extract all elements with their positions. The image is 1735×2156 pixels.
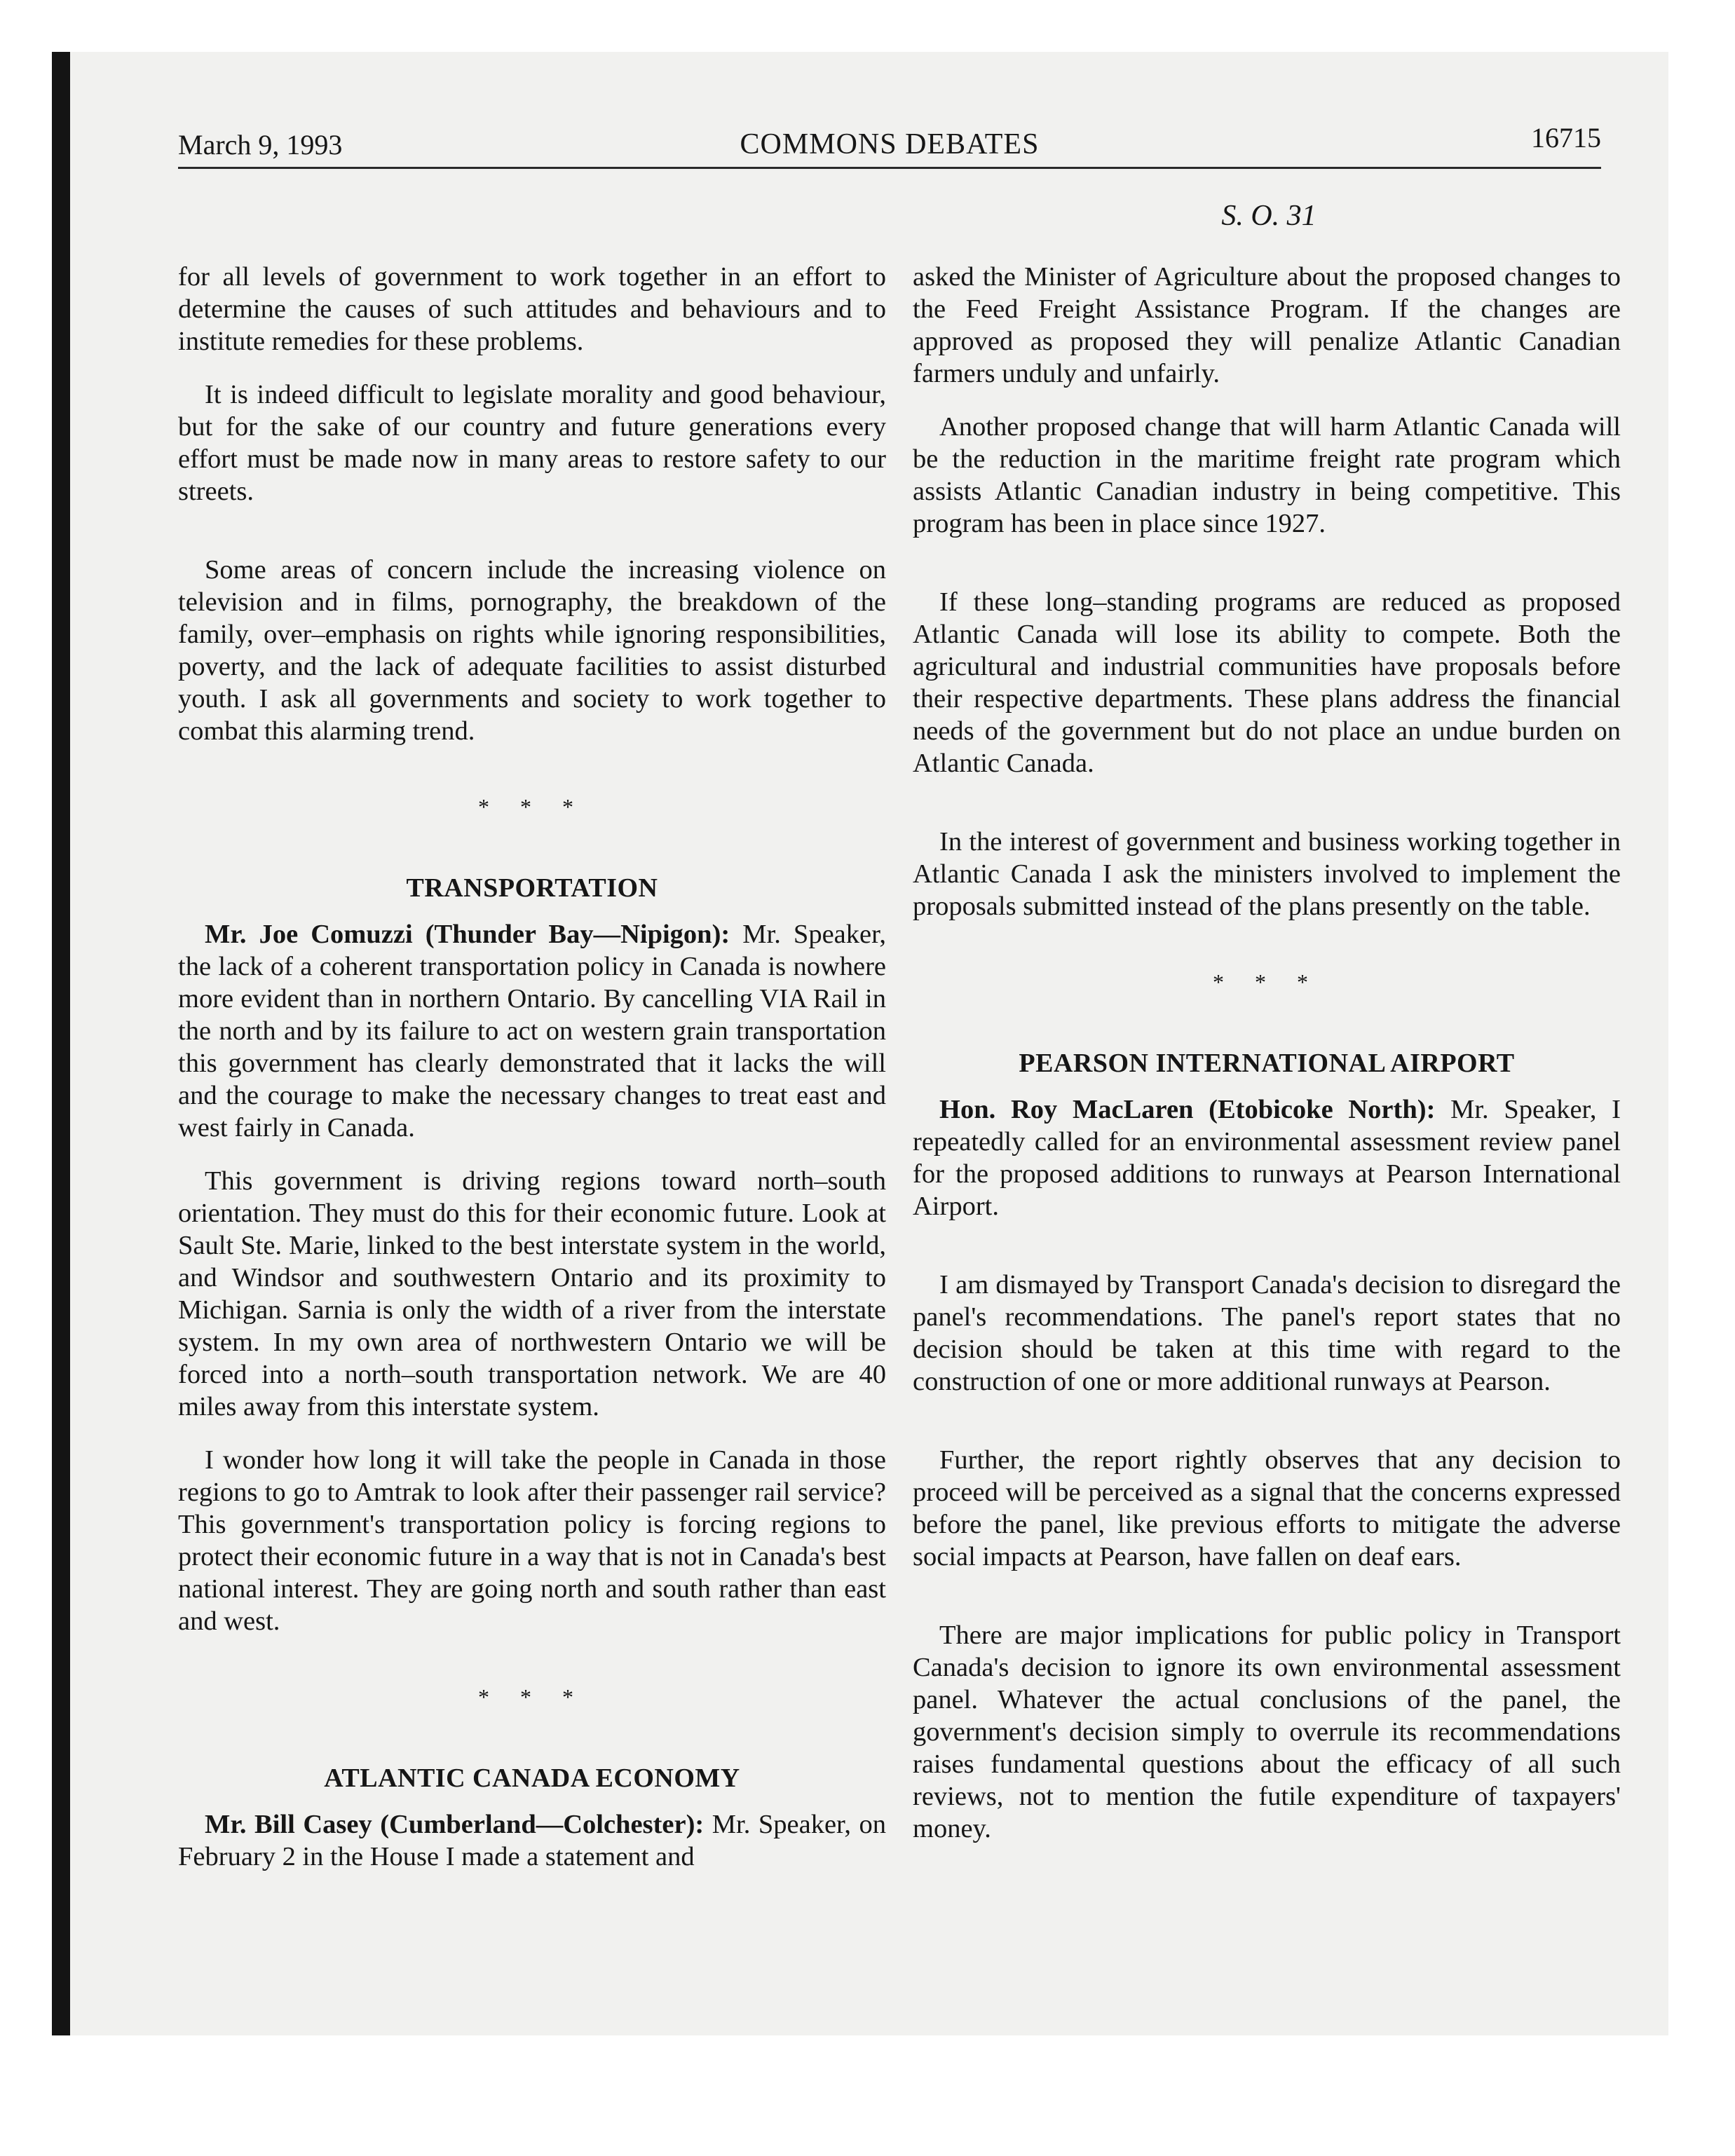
speaker-name: Mr. Bill Casey (Cumberland—Colchester): <box>205 1810 705 1839</box>
paragraph: asked the Minister of Agriculture about the proposed changes to the Feed Freight Assistance Program. If the changes are approved as proposed they will penalize Atlantic Canadian farmers unduly and unfairly. <box>913 262 1621 388</box>
paragraph: for all levels of government to work together in an effort to determine the causes of such attitudes and behaviours and to institute remedies for these problems. <box>178 262 886 356</box>
paragraph-text: Mr. Speaker, I repeatedly called for an environmental assessment review panel for the proposed additions to runways at Pearson International Airport. <box>913 1095 1621 1221</box>
paragraph: If these long–standing programs are reduced as proposed Atlantic Canada will lose its ability to compete. Both the agricultural and industrial communities have proposals before their respective departments. These plans address the financial needs of the government but do not place an undue burden on Atlantic Canada. <box>913 587 1621 778</box>
right-column <box>913 261 1621 1866</box>
paragraph: I wonder how long it will take the people in Canada in those regions to go to Amtrak to look after their passenger rail service? This government's transportation policy is forcing regions to protect their economic future in a way that is not in Canada's best national interest. They are going north and south rather than east and west. <box>178 1445 886 1636</box>
section-separator: * * * <box>478 794 586 819</box>
section-label: S. O. 31 <box>1221 200 1316 232</box>
section-heading-pearson: PEARSON INTERNATIONAL AIRPORT <box>1019 1049 1515 1078</box>
scan-edge-bar <box>52 52 70 2035</box>
paragraph: In the interest of government and business working together in Atlantic Canada I ask the ministers involved to implement the proposals submitted instead of the plans presently on the table. <box>913 827 1621 921</box>
page-header <box>178 122 1601 169</box>
paragraph-comuzzi <box>178 918 886 1144</box>
paragraph: I am dismayed by Transport Canada's decision to disregard the panel's recommendations. The panel's report states that no decision should be taken at this time with regard to the construction of one or more additional runways at Pearson. <box>913 1270 1621 1396</box>
page-number: 16715 <box>1531 122 1601 153</box>
speaker-name: Mr. Joe Comuzzi (Thunder Bay—Nipigon): <box>205 920 730 949</box>
section-separator: * * * <box>1213 969 1321 995</box>
speaker-name: Hon. Roy MacLaren (Etobicoke North): <box>939 1095 1436 1124</box>
paragraph: Further, the report rightly observes that any decision to proceed will be perceived as a signal that the concerns expressed before the panel, like previous efforts to mitigate the adverse social impacts at Pearson, have fallen on deaf ears. <box>913 1445 1621 1571</box>
header-title: COMMONS DEBATES <box>740 128 1040 161</box>
paragraph: There are major implications for public policy in Transport Canada's decision to ignore its own environmental assessment panel. Whatever the actual conclusions of the panel, the government's decision simply to overrule its recommendations raises fundamental questions about the efficacy of all such reviews, not to mention the futile expenditure of taxpayers' money. <box>913 1621 1621 1843</box>
paragraph: Another proposed change that will harm Atlantic Canada will be the reduction in the maritime freight rate program which assists Atlantic Canadian industry in being competitive. This program has been in place since 1927. <box>913 412 1621 538</box>
paragraph-maclaren <box>913 1093 1621 1222</box>
paragraph-text: Mr. Speaker, the lack of a coherent transportation policy in Canada is nowhere more evident than in northern Ontario. By cancelling VIA Rail in the north and by its failure to act on western grain transportation this government has clearly demonstrated that it lacks the will and the courage to make the necessary changes to treat east and west fairly in Canada. <box>178 920 886 1142</box>
header-date: March 9, 1993 <box>178 129 343 161</box>
paragraph: It is indeed difficult to legislate morality and good behaviour, but for the sake of our country and future generations every effort must be made now in many areas to restore safety to our streets. <box>178 380 886 506</box>
section-heading-transportation: TRANSPORTATION <box>406 873 658 903</box>
paragraph-casey <box>178 1808 886 1873</box>
section-heading-atlantic: ATLANTIC CANADA ECONOMY <box>324 1763 740 1793</box>
section-separator: * * * <box>478 1684 586 1710</box>
left-column <box>178 261 886 1894</box>
paragraph: Some areas of concern include the increasing violence on television and in films, pornography, the breakdown of the family, over–emphasis on rights while ignoring responsibilities, poverty, and the lack of adequate facilities to assist disturbed youth. I ask all governments and society to work together to combat this alarming trend. <box>178 555 886 746</box>
paragraph-text: Mr. Speaker, on February 2 in the House I made a statement and <box>178 1810 886 1871</box>
paragraph: This government is driving regions toward north–south orientation. They must do this for their economic future. Look at Sault Ste. Marie, linked to the best interstate system in the world, and Windsor and southwestern Ontario and its proximity to Michigan. Sarnia is only the width of a river from the interstate system. In my own area of northwestern Ontario we will be forced into a north–south transportation network. We are 40 miles away from this interstate system. <box>178 1166 886 1421</box>
